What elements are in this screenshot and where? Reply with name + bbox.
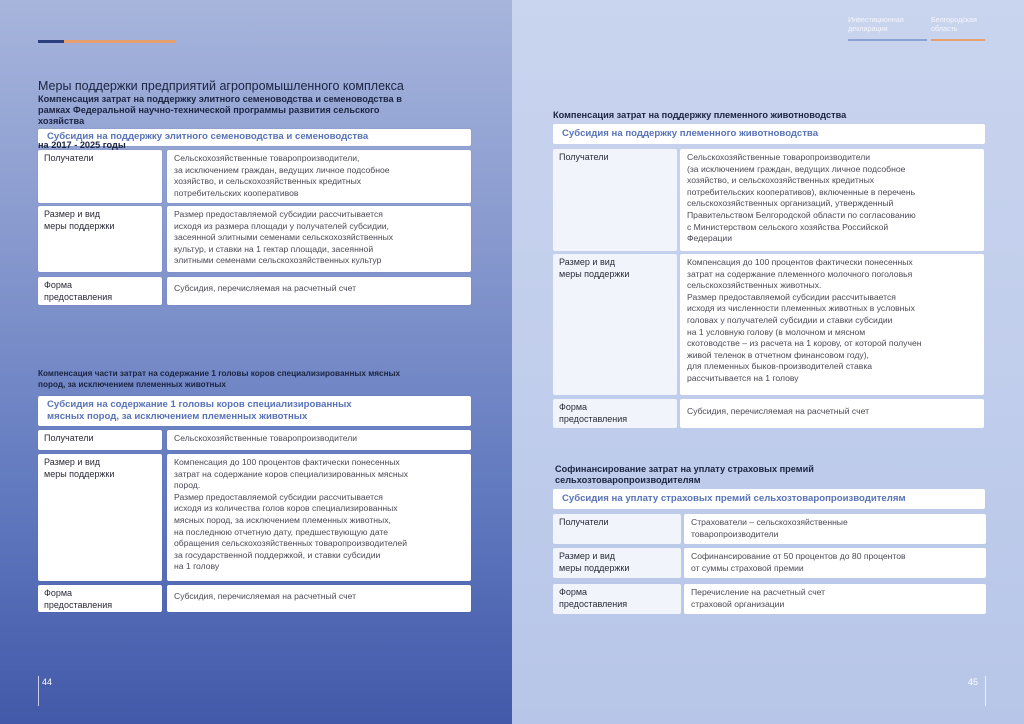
label-recipients: Получатели (38, 150, 162, 203)
page-number-left: 44 (42, 677, 53, 687)
label-recipients-r1: Получатели (553, 149, 677, 251)
right-page (512, 0, 1024, 724)
page-title: Меры поддержки предприятий агропромышленного комплекса (38, 79, 404, 93)
label-recipients-2: Получатели (38, 430, 162, 450)
page-number-right: 45 (968, 677, 979, 687)
label-recipients-r2: Получатели (553, 514, 681, 544)
text-form-2: Субсидия, перечисляемая на расчетный счет (167, 585, 471, 612)
section2-heading: Компенсация части затрат на содержание 1 головы коров специализированных мясных пород, за исключением племенных животных (38, 369, 401, 389)
text-recipients: Сельскохозяйственные товаропроизводители, за исключением граждан, ведущих личное подсобное хозяйство, и сельскохозяйственных кредитных потребительских кооперативов (167, 150, 471, 203)
text-size-type-2: Компенсация до 100 процентов фактически понесенных затрат на содержание коров специализированных мясных пород. Размер предоставляемой субсидии рассчитывается исходя из количества голов коров специализированных мясных пород, за исключением племенных животных, на последнюю отчетную дату, предшествующую дате обращения сельскохозяйственных товаропроизводителей за государственной поддержкой, и ставки субсидии на 1 голову (167, 454, 471, 581)
label-size-type-r2: Размер и вид меры поддержки (553, 548, 681, 578)
text-recipients-2: Сельскохозяйственные товаропроизводители (167, 430, 471, 450)
subsidy-title-insurance: Субсидия на уплату страховых премий сельхозтоваропроизводителям (553, 489, 985, 509)
label-form-r1: Форма предоставления (553, 399, 677, 428)
section1-years: на 2017 - 2025 годы (38, 140, 126, 150)
subsidy-title-seeds: Субсидия на поддержку элитного семеноводства и семеноводства (38, 129, 471, 146)
subsidy-title-beef-cows: Субсидия на содержание 1 головы коров специализированных мясных пород, за исключением племенных животных (38, 396, 471, 426)
label-size-type-r1: Размер и вид меры поддержки (553, 254, 677, 395)
text-size-type-r1: Компенсация до 100 процентов фактически понесенных затрат на содержание племенного молочного поголовья сельскохозяйственных животных. Размер предоставляемой субсидии рассчитывается исходя из численности племенных животных в условных головах у получателей субсидии и ставки субсидии на 1 условную голову (в молочном и мясном скотоводстве – из расчета на 1 корову, от которой получен живой теленок в отчетном финансовом году), для племенных быков-производителей ставка рассчитывается на 1 голову (680, 254, 984, 395)
subsidy-title-breeding: Субсидия на поддержку племенного животноводства (553, 124, 985, 144)
text-recipients-r1: Сельскохозяйственные товаропроизводители (за исключением граждан, ведущих личное подсобное хозяйство, и сельскохозяйственных кредитных потребительских кооперативов), включенные в перечень сельскохозяйственных организаций, утвержденный Правительством Белгородской области по согласованию с Министерством сельского хозяйства Российской Федерации (680, 149, 984, 251)
label-form-2: Форма предоставления (38, 585, 162, 612)
text-size-type-r2: Софинансирование от 50 процентов до 80 процентов от суммы страховой премии (684, 548, 986, 578)
header-line-blue (848, 39, 927, 41)
header-investment-declaration: Инвестиционная декларация (848, 15, 904, 33)
right-section1-heading: Компенсация затрат на поддержку племенного животноводства (553, 110, 847, 120)
label-size-type-2: Размер и вид меры поддержки (38, 454, 162, 581)
text-form: Субсидия, перечисляемая на расчетный счет (167, 277, 471, 305)
page-tick-right (985, 676, 986, 706)
text-form-r2: Перечисление на расчетный счет страховой организации (684, 584, 986, 614)
header-accent-bar (38, 40, 176, 43)
text-recipients-r2: Страхователи – сельскохозяйственные товаропроизводители (684, 514, 986, 544)
header-belgorod-region: Белгородская область (931, 15, 977, 33)
label-form-r2: Форма предоставления (553, 584, 681, 614)
text-size-type: Размер предоставляемой субсидии рассчитывается исходя из размера площади у получателей субсидии, засеянной элитными семенами сельскохозяйственных культур, и ставки на 1 гектар площади, засеянной элитными семенами сельскохозяйственных культур (167, 206, 471, 272)
header-line-orange (931, 39, 985, 41)
label-size-type: Размер и вид меры поддержки (38, 206, 162, 272)
page-tick-left (38, 676, 39, 706)
section1-heading: Компенсация затрат на поддержку элитного семеноводства и семеноводства в рамках Федеральной научно-технической программы развития сельского хозяйства (38, 94, 402, 126)
text-form-r1: Субсидия, перечисляемая на расчетный счет (680, 399, 984, 428)
label-form: Форма предоставления (38, 277, 162, 305)
right-section2-heading: Софинансирование затрат на уплату страховых премий сельхозтоваропроизводителям (555, 464, 814, 485)
